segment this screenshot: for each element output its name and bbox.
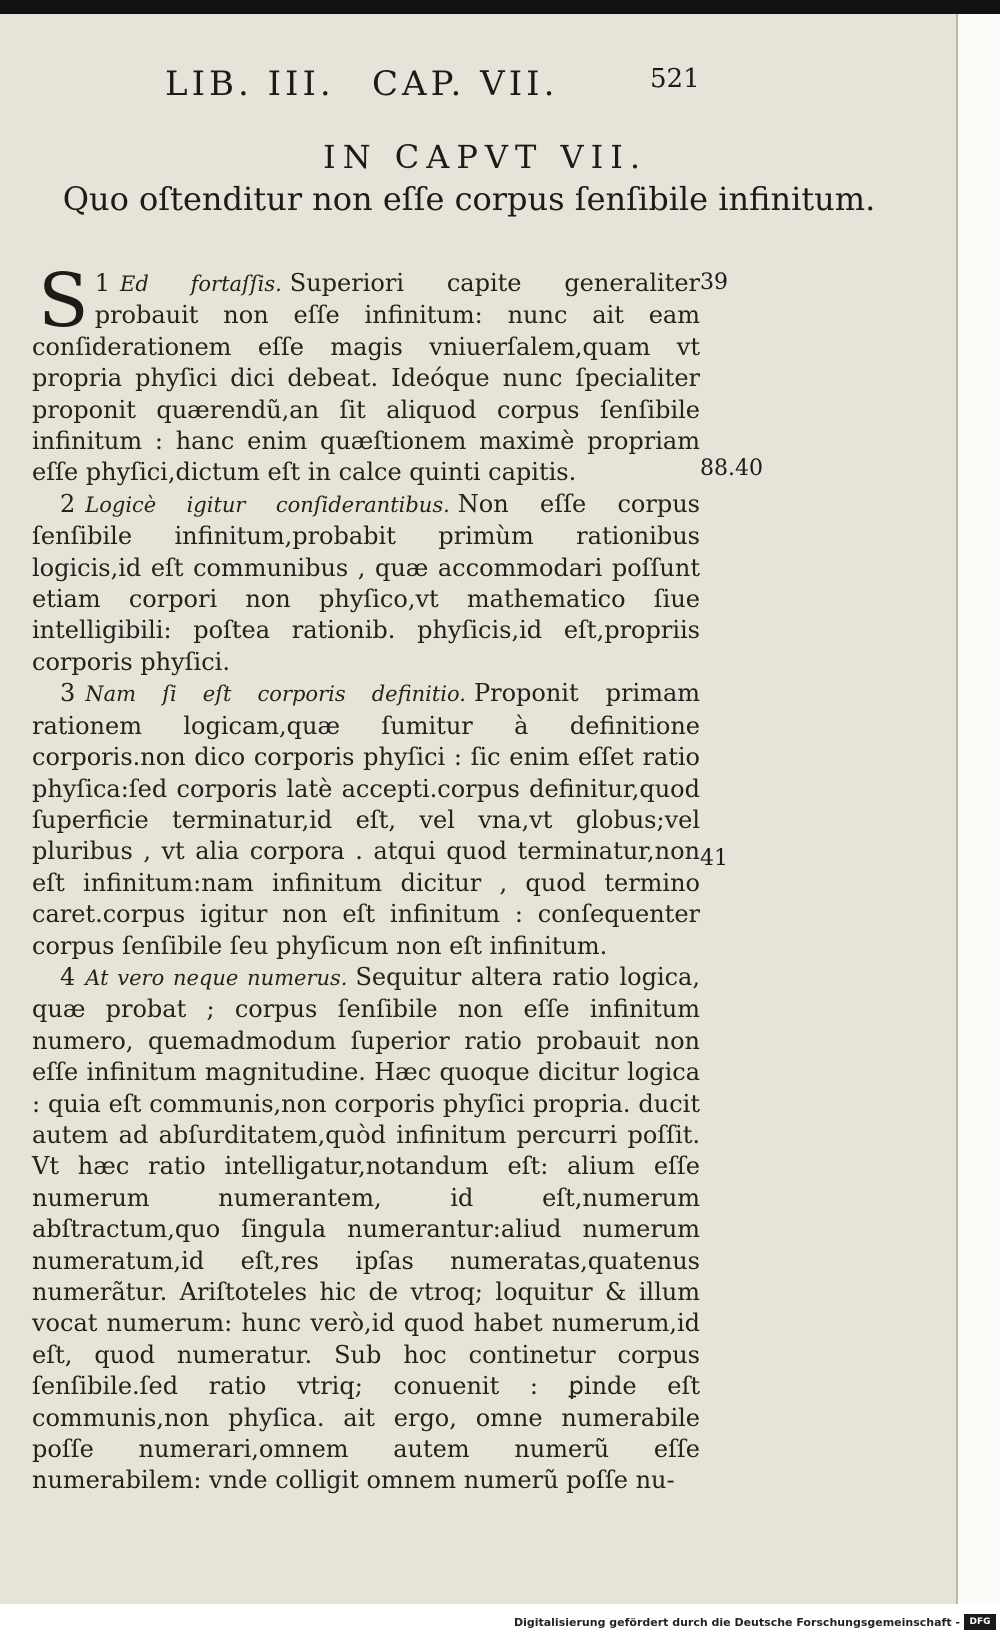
paragraph-1 bbox=[32, 258, 700, 489]
lemma: Nam ſi eſt corporis definitio. bbox=[85, 682, 466, 707]
lemma: Ed fortaſſis. bbox=[119, 272, 282, 296]
paragraph-number: 3 bbox=[60, 679, 76, 708]
lemma: Logicè igitur conſiderantibus. bbox=[85, 492, 450, 517]
paragraph-number: 4 bbox=[60, 962, 76, 991]
running-head bbox=[0, 64, 958, 104]
margin-note: 39 bbox=[700, 270, 728, 295]
scan-top-border bbox=[0, 0, 1000, 14]
chapter-subtitle: Quo oſtenditur non eſſe corpus ſenſibile infinitum. bbox=[62, 180, 876, 218]
paragraph-3 bbox=[32, 678, 700, 962]
chapter-heading: IN CAPVT VII. bbox=[322, 138, 648, 176]
running-head-book: LIB. III. bbox=[165, 64, 335, 104]
paragraph-number: 2 bbox=[60, 489, 76, 518]
paragraph-2 bbox=[32, 489, 700, 678]
running-head-chapter: CAP. VII. bbox=[372, 64, 559, 104]
drop-capital: S bbox=[38, 258, 89, 344]
page-number: 521 bbox=[650, 64, 700, 94]
scan-right-border bbox=[958, 14, 1000, 1604]
dfg-logo-icon: DFG bbox=[964, 1614, 996, 1630]
commentary-body bbox=[32, 258, 701, 1497]
margin-note: 88.40 bbox=[700, 456, 763, 481]
paragraph-text: Non eſſe corpus ſenſibile infinitum,probabit primùm rationibus logicis,id eſt communibus , quæ accommodari poſſunt etiam corpori non phyſico,vt mathematico ſiue intelligibili: poſtea rationib. phyſicis,id eſt,propriis corporis phyſici. bbox=[32, 489, 700, 676]
footer-bar bbox=[0, 1610, 1000, 1638]
paragraph-4 bbox=[32, 962, 700, 1497]
funding-credit: Digitalisierung gefördert durch die Deutsche Forschungsgemeinschaft - bbox=[513, 1616, 960, 1629]
paragraph-text: Proponit primam rationem logicam,quæ ſumitur à definitione corporis.non dico corporis phyſici : ſic enim eſſet ratio phyſica:ſed corporis latè accepti.corpus definitur,quod ſuperficie terminatur,id eſt, vel vna,vt globus;vel pluribus , vt alia corpora . atqui quod terminatur,non eſt infinitum:nam infinitum dicitur , quod termino caret.corpus igitur non eſt infinitum : conſequenter corpus ſenſibile ſeu phyſicum non eſt infinitum. bbox=[32, 679, 701, 960]
paragraph-text: Sequitur altera ratio logica, quæ probat ; corpus ſenſibile non eſſe infinitum numero, quemadmodum ſuperior ratio probauit non eſſe infinitum magnitudine. Hæc quoque dicitur logica : quia eſt communis,non corporis phyſici propria. ducit autem ad abſurditatem,quòd infinitum percurri poſſit. Vt hæc ratio intelligatur,notandum eſt: alium eſſe numerum numerantem, id eſt,numerum abſtractum,quo ſingula numerantur:aliud numerum numeratum,id eſt,res ipſas numeratas,quatenus numerãtur. Ariſtoteles hic de vtroq; loquitur & illum vocat numerum: hunc verò,id quod habet numerum,id eſt, quod numeratur. Sub hoc continetur corpus ſenſibile.ſed ratio vtriq; conuenit : ꝑinde eſt communis,non phyſica. ait ergo, omne numerabile poſſe numerari,omnem autem numerũ eſſe numerabilem: vnde colligit omnem numerũ poſſe nu- bbox=[32, 962, 700, 1495]
lemma: At vero neque numerus. bbox=[85, 965, 348, 990]
paragraph-text: Superiori capite generaliter probauit non eſſe infinitum: nunc ait eam conſiderationem eſſe magis vniuerſalem,quam vt propria phyſici dici debeat. Ideóque nunc ſpecialiter proponit quærendũ,an ſit aliquod corpus ſenſibile infinitum : hanc enim quæſtionem maximè propriam eſſe phyſici,dictum eſt in calce quinti capitis. bbox=[32, 269, 700, 487]
paragraph-number: 1 bbox=[94, 269, 110, 297]
margin-note: 41 bbox=[700, 846, 728, 871]
